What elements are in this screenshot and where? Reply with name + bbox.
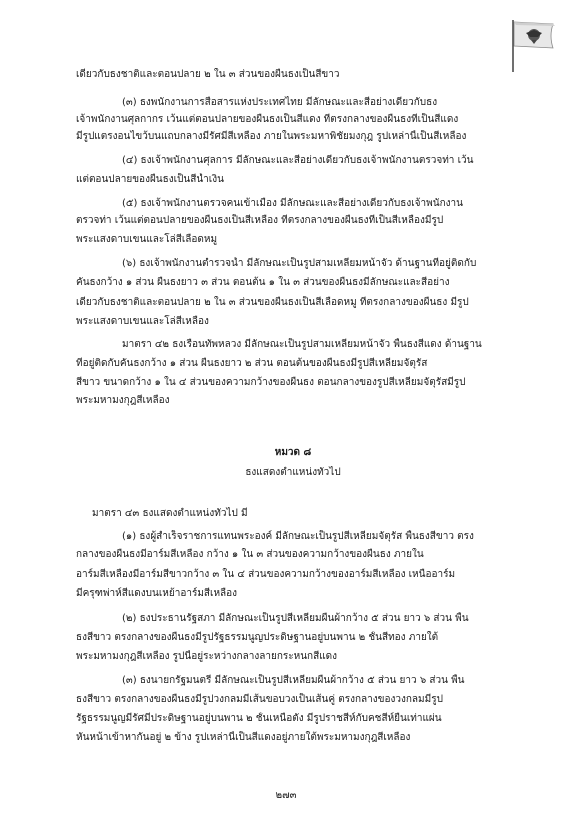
- text-line: เดียวกับธงชาติและตอนปลาย ๒ ใน ๓ ส่วนของผืนธงเป็นสีเลือดหมู ที่ตรงกลางของผืนธง มีรูป: [76, 297, 469, 308]
- text-line: มีครุฑพ่าห์สีแดงบนเหย้าอาร์มสีเหลือง: [76, 588, 238, 599]
- text-line: พระมหามงกุฎสีเหลือง: [76, 395, 170, 406]
- text-line: พระแสงดาบเขนและโล่สีเลือดหมู: [76, 234, 218, 245]
- section-number: หมวด ๘: [274, 447, 312, 458]
- text-line: เจ้าพนักงานศุลกากร เว้นแต่ตอนปลายของผืนธงเป็นสีแดง ที่ตรงกลางของผืนธงที่เป็นสีแดง: [76, 114, 459, 125]
- text-line: ที่อยู่ติดกับคันธงกว้าง ๑ ส่วน ผืนธงยาว ๒ ส่วน ตอนต้นของผืนธงมีรูปสี่เหลี่ยมจัตุรัส: [76, 358, 428, 369]
- text-line: สีขาว ขนาดกว้าง ๑ ใน ๔ ส่วนของความกว้างของผืนธง ตอนกลางของรูปสี่เหลี่ยมจัตุรัสมีรูป: [76, 377, 466, 388]
- section-title: ธงแสดงตำแหน่งทั่วไป: [245, 467, 341, 478]
- page-number: ๒๗๓: [275, 790, 297, 801]
- text-line: (๖) ธงเจ้าพนักงานตำรวจน้ำ มีลักษณะเป็นรูปสามเหลี่ยมหน้าจั่ว ด้านฐานที่อยู่ติดกับ: [122, 258, 477, 269]
- text-line: พระแสงดาบเขนและโล่สีเหลือง: [76, 316, 209, 327]
- text-line: ตรวจท่า เว้นแต่ตอนปลายของผืนธงเป็นสีเหลือง ที่ตรงกลางของผืนธงที่เป็นสีเหลืองมีรูป: [76, 215, 444, 226]
- text-line: (๓) ธงพนักงานการสื่อสารแห่งประเทศไทย มีลักษณะและสีอย่างเดียวกับธง: [122, 97, 438, 108]
- text-line: มีรูปแตรงอนไขว้บนแถบกลางมีรัศมีสีเหลือง ภายในพระมหาพิชัยมงกุฎ รูปเหล่านี้เป็นสีเหลือง: [76, 131, 467, 142]
- text-line: รัฐธรรมนูญมีรัศมีประดิษฐานอยู่บนพาน ๒ ชั้นเหนือตั่ง มีรูปราชสีห์กับคชสีห์ยืนเท่าแผ่น: [76, 713, 442, 724]
- text-line: คันธงกว้าง ๑ ส่วน ผืนธงยาว ๓ ส่วน ตอนต้น ๑ ใน ๓ ส่วนของผืนธงมีลักษณะและสีอย่าง: [76, 277, 450, 288]
- text-line: ธงสีขาว ตรงกลางของผืนธงมีรูปวงกลมมีเส้นขอบวงเป็นเส้นคู่ ตรงกลางของวงกลมมีรูป: [76, 694, 443, 705]
- text-line: (๓) ธงนายกรัฐมนตรี มีลักษณะเป็นรูปสี่เหลี่ยมผืนผ้ากว้าง ๕ ส่วน ยาว ๖ ส่วน พื้น: [122, 675, 465, 686]
- text-line: กลางของผืนธงมีอาร์มสีเหลือง กว้าง ๑ ใน ๓ ส่วนของความกว้างของผืนธง ภายใน: [76, 549, 424, 560]
- text-line: แต่ตอนปลายของผืนธงเป็นสีน้ำเงิน: [76, 174, 224, 185]
- text-line: ธงสีขาว ตรงกลางของผืนธงมีรูปรัฐธรรมนูญประดิษฐานอยู่บนพาน ๒ ชั้นสีทอง ภายใต้: [76, 632, 439, 643]
- text-line: (๑) ธงผู้สำเร็จราชการแทนพระองค์ มีลักษณะเป็นรูปสี่เหลี่ยมจัตุรัส พื้นธงสีขาว ตรง: [122, 531, 474, 542]
- text-line: (๒) ธงประธานรัฐสภา มีลักษณะเป็นรูปสี่เหลี่ยมผืนผ้ากว้าง ๕ ส่วน ยาว ๖ ส่วน พื้น: [122, 613, 469, 624]
- text-line: เดียวกับธงชาติและตอนปลาย ๒ ใน ๓ ส่วนของผืนธงเป็นสีขาว: [76, 69, 340, 80]
- text-line: หันหน้าเข้าหากันอยู่ ๒ ข้าง รูปเหล่านี้เป็นสีแดงอยู่ภายใต้พระมหามงกุฎสีเหลือง: [76, 732, 411, 743]
- text-line: มาตรา ๔๒ ธงเรือนทัพหลวง มีลักษณะเป็นรูปสามเหลี่ยมหน้าจั่ว พื้นธงสีแดง ด้านฐาน: [122, 339, 482, 350]
- text-line: (๕) ธงเจ้าพนักงานตรวจคนเข้าเมือง มีลักษณะและสีอย่างเดียวกับธงเจ้าพนักงาน: [122, 198, 463, 209]
- text-line: พระมหามงกุฎสีเหลือง รูปนี้อยู่ระหว่างกลางลายกระหนกสีแดง: [76, 651, 338, 662]
- text-line: มาตรา ๔๓ ธงแสดงตำแหน่งทั่วไป มี: [92, 508, 248, 519]
- text-line: (๔) ธงเจ้าพนักงานศุลการ มีลักษณะและสีอย่างเดียวกับธงเจ้าพนักงานตรวจท่า เว้น: [122, 155, 474, 166]
- garuda-flag-icon: [509, 16, 557, 74]
- text-line: อาร์มสีเหลืองมีอาร์มสีขาวกว้าง ๓ ใน ๔ ส่วนของความกว้างของอาร์มสีเหลือง เหนืออาร์ม: [76, 569, 456, 580]
